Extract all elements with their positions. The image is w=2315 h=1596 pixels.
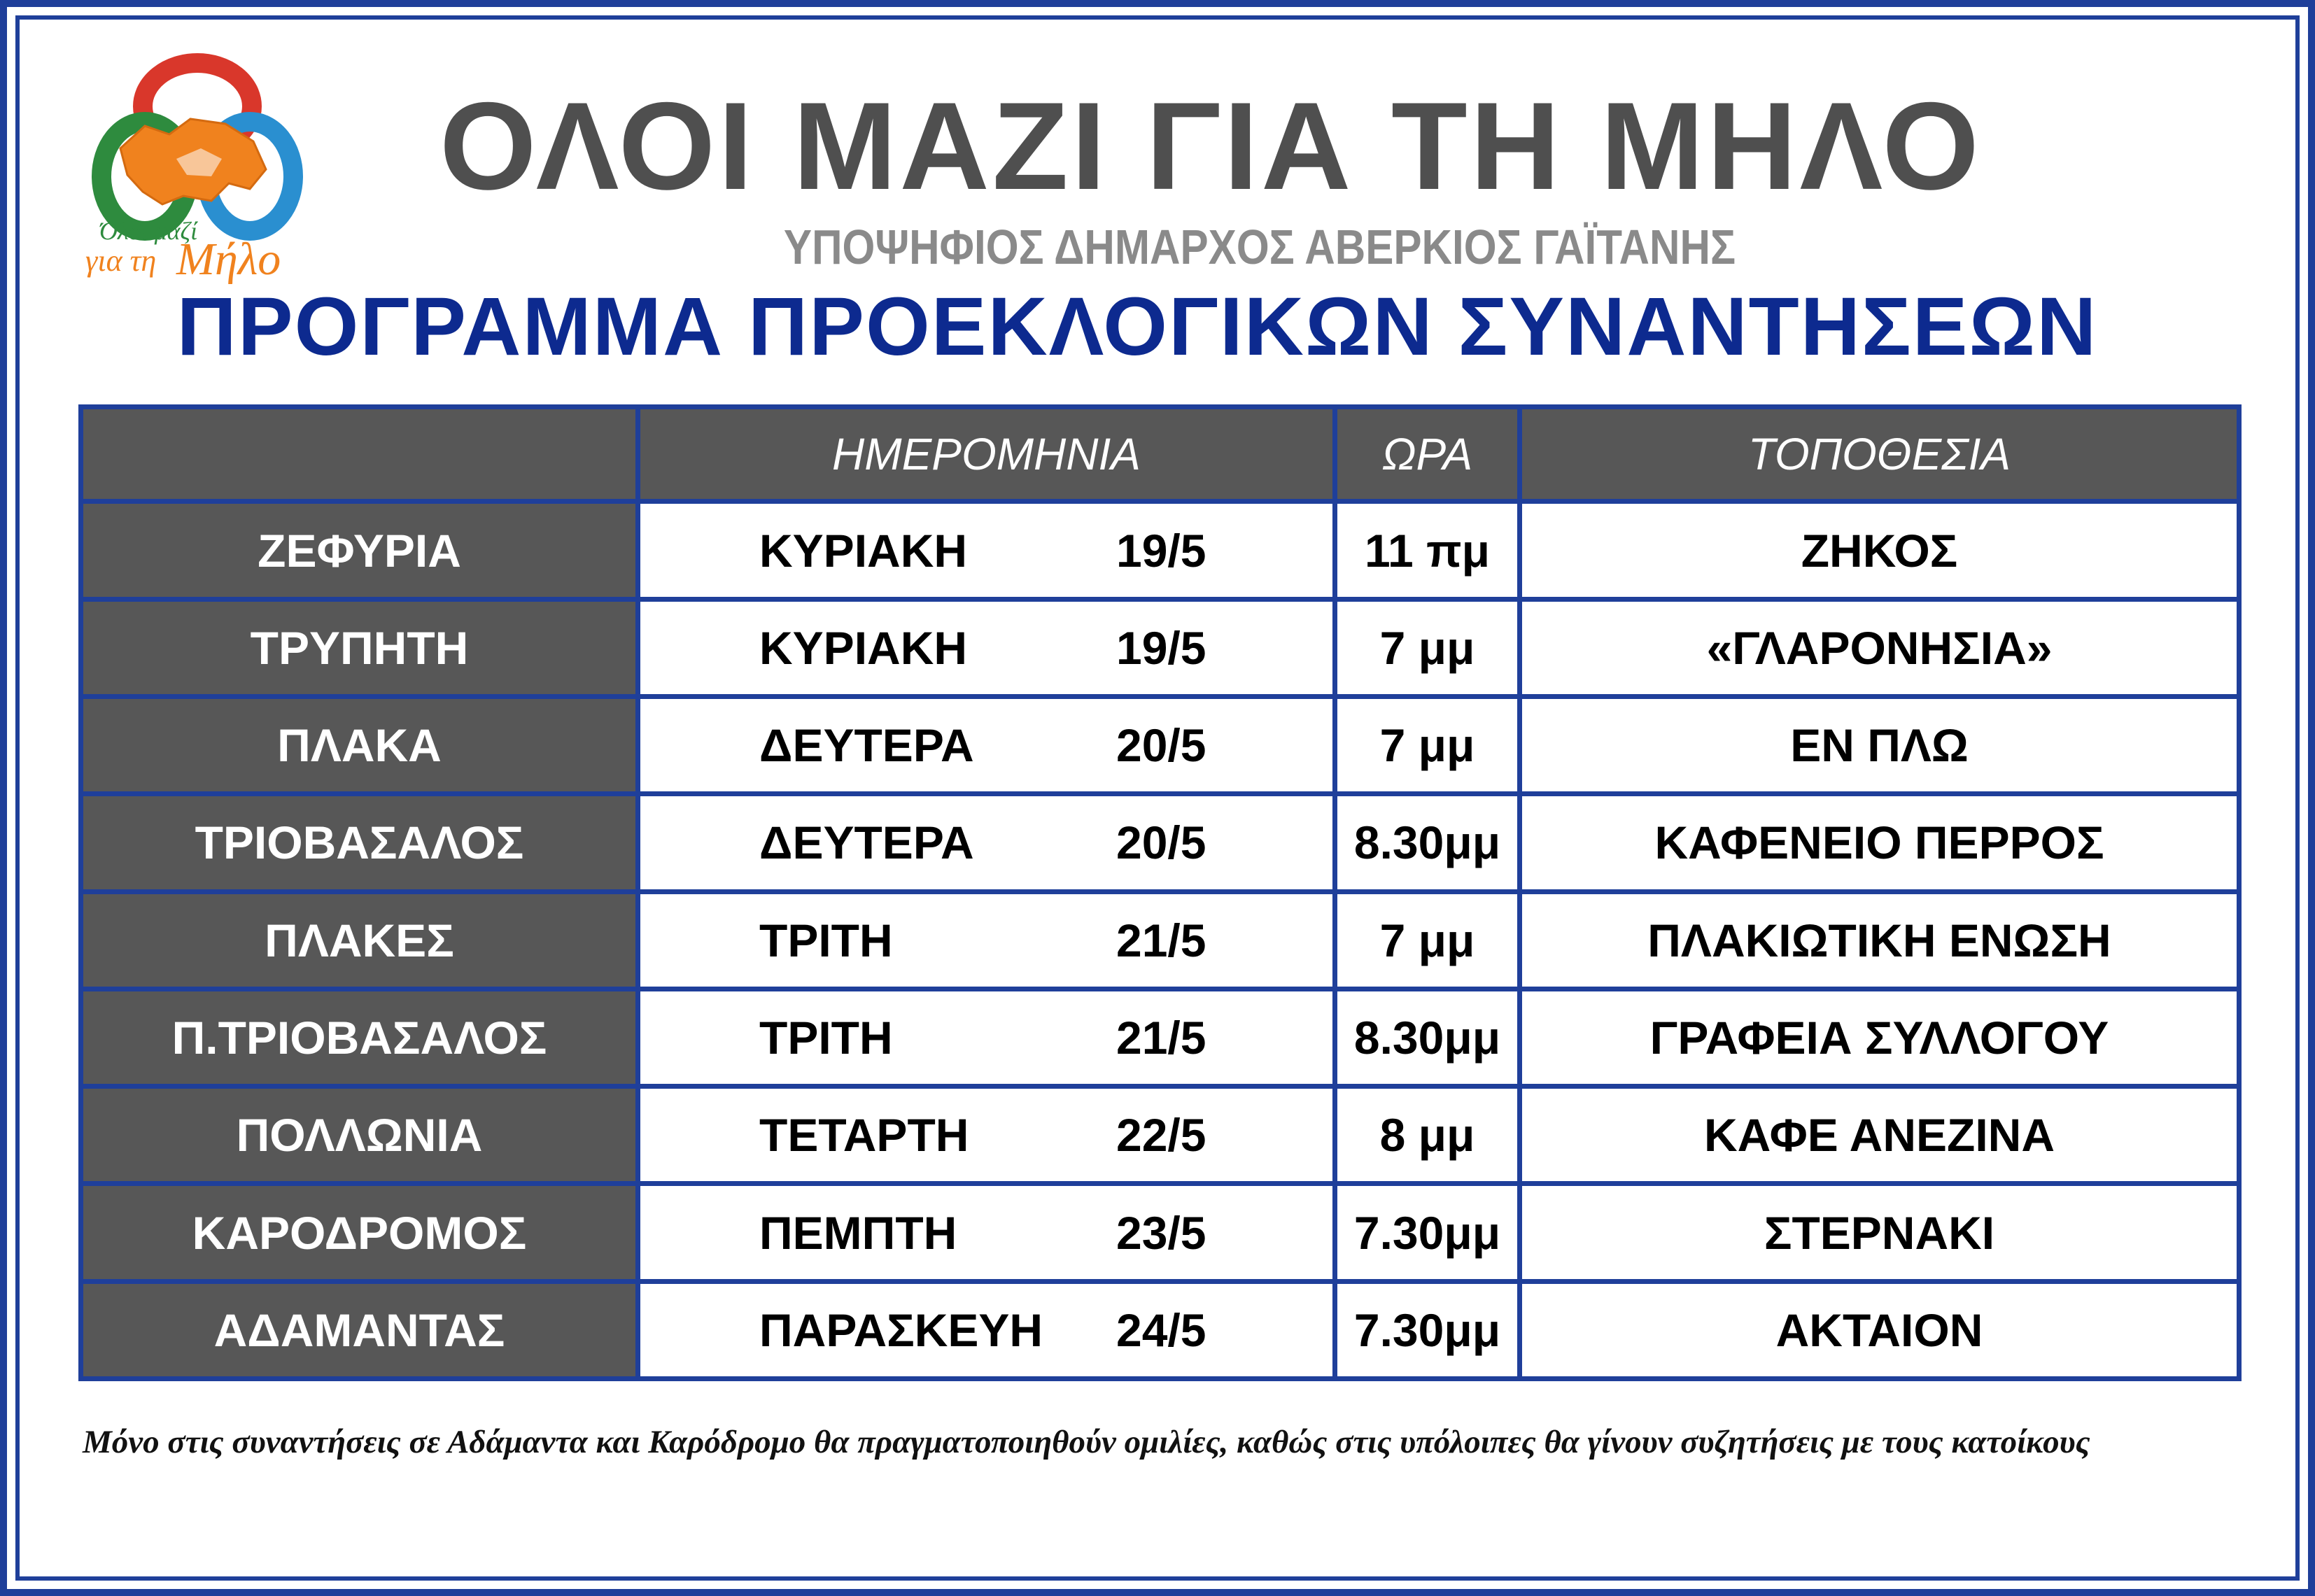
table-row: [81, 1281, 2239, 1378]
weekday-text: ΚΥΡΙΑΚΗ: [759, 524, 968, 577]
table-row: [81, 1184, 2239, 1281]
weekday-text: ΤΡΙΤΗ: [759, 1012, 893, 1064]
village-cell: ΠΟΛΛΩΝΙΑ: [81, 1087, 638, 1184]
date-text: 20/5: [1116, 719, 1206, 772]
time-cell: 7 μμ: [1335, 599, 1520, 696]
date-text: 19/5: [1116, 524, 1206, 577]
page-title: ΟΛΟΙ ΜΑΖΙ ΓΙΑ ΤΗ ΜΗΛΟ: [439, 76, 1982, 216]
date-cell: [638, 697, 1335, 794]
meetings-table-body: [81, 407, 2239, 1379]
time-cell: 7 μμ: [1335, 891, 1520, 989]
village-cell: Π.ΤΡΙΟΒΑΣΑΛΟΣ: [81, 989, 638, 1086]
date-text: 20/5: [1116, 817, 1206, 869]
table-row: [81, 891, 2239, 989]
weekday-text: ΔΕΥΤΕΡΑ: [759, 817, 974, 869]
time-cell: 7 μμ: [1335, 697, 1520, 794]
table-row: [81, 502, 2239, 599]
date-cell: [638, 794, 1335, 891]
time-cell: 7.30μμ: [1335, 1184, 1520, 1281]
time-cell: 8.30μμ: [1335, 794, 1520, 891]
weekday-text: ΚΥΡΙΑΚΗ: [759, 621, 968, 674]
village-cell: ΤΡΙΟΒΑΣΑΛΟΣ: [81, 794, 638, 891]
date-cell: [638, 989, 1335, 1086]
date-text: 22/5: [1116, 1109, 1206, 1161]
village-cell: ΑΔΑΜΑΝΤΑΣ: [81, 1281, 638, 1378]
time-cell: 11 πμ: [1335, 502, 1520, 599]
table-header-row: [81, 407, 2239, 502]
time-cell: 7.30μμ: [1335, 1281, 1520, 1378]
weekday-text: ΠΕΜΠΤΗ: [759, 1206, 957, 1259]
location-cell: ΣΤΕΡΝΑΚΙ: [1520, 1184, 2239, 1281]
date-text: 21/5: [1116, 1012, 1206, 1064]
candidate-subtitle: ΥΠΟΨΗΦΙΟΣ ΔΗΜΑΡΧΟΣ ΑΒΕΡΚΙΟΣ ΓΑΪΤΑΝΗΣ: [783, 220, 1736, 274]
date-cell: [638, 1184, 1335, 1281]
footnote: Μόνο στις συναντήσεις σε Αδάμαντα και Καρόδρομο θα πραγματοποιηθούν ομιλίες, καθώς στις υπόλοιπες θα γίνουν συζητήσεις με τους κατοίκους: [83, 1424, 2090, 1460]
header-village: [81, 407, 638, 502]
weekday-text: ΤΕΤΑΡΤΗ: [759, 1109, 969, 1161]
date-cell: [638, 599, 1335, 696]
table-row: [81, 697, 2239, 794]
weekday-text: ΤΡΙΤΗ: [759, 914, 893, 966]
time-cell: 8 μμ: [1335, 1087, 1520, 1184]
date-text: 19/5: [1116, 621, 1206, 674]
weekday-text: ΔΕΥΤΕΡΑ: [759, 719, 974, 772]
date-text: 21/5: [1116, 914, 1206, 966]
village-cell: ΖΕΦΥΡΙΑ: [81, 502, 638, 599]
logo-text-line3: Μήλο: [176, 234, 281, 285]
village-cell: ΠΛΑΚΑ: [81, 697, 638, 794]
meetings-table: [78, 404, 2242, 1381]
header-time: ΩΡΑ: [1335, 407, 1520, 502]
table-row: [81, 989, 2239, 1086]
date-text: 24/5: [1116, 1304, 1206, 1356]
location-cell: «ΓΛΑΡΟΝΗΣΙΑ»: [1520, 599, 2239, 696]
campaign-logo: [78, 36, 316, 302]
location-cell: ΓΡΑΦΕΙΑ ΣΥΛΛΟΓΟΥ: [1520, 989, 2239, 1086]
date-cell: [638, 502, 1335, 599]
table-row: [81, 1087, 2239, 1184]
logo-text-line2: για τη: [85, 243, 157, 278]
schedule-heading: ΠΡΟΓΡΑΜΜΑ ΠΡΟΕΚΛΟΓΙΚΩΝ ΣΥΝΑΝΤΗΣΕΩΝ: [176, 281, 2098, 373]
weekday-text: ΠΑΡΑΣΚΕΥΗ: [759, 1304, 1043, 1356]
location-cell: ΚΑΦΕΝΕΙΟ ΠΕΡΡΟΣ: [1520, 794, 2239, 891]
location-cell: ΚΑΦΕ ΑΝΕΖΙΝΑ: [1520, 1087, 2239, 1184]
header-date: ΗΜΕΡΟΜΗΝΙΑ: [638, 407, 1335, 502]
location-cell: ΑΚΤΑΙΟΝ: [1520, 1281, 2239, 1378]
location-cell: ΖΗΚΟΣ: [1520, 502, 2239, 599]
time-cell: 8.30μμ: [1335, 989, 1520, 1086]
date-cell: [638, 891, 1335, 989]
date-cell: [638, 1281, 1335, 1378]
village-cell: ΠΛΑΚΕΣ: [81, 891, 638, 989]
header-location: ΤΟΠΟΘΕΣΙΑ: [1520, 407, 2239, 502]
village-cell: ΤΡΥΠΗΤΗ: [81, 599, 638, 696]
village-cell: ΚΑΡΟΔΡΟΜΟΣ: [81, 1184, 638, 1281]
table-row: [81, 599, 2239, 696]
location-cell: ΕΝ ΠΛΩ: [1520, 697, 2239, 794]
location-cell: ΠΛΑΚΙΩΤΙΚΗ ΕΝΩΣΗ: [1520, 891, 2239, 989]
logo-text-line1: Όλοι μαζί: [99, 217, 198, 245]
date-cell: [638, 1087, 1335, 1184]
date-text: 23/5: [1116, 1206, 1206, 1259]
table-row: [81, 794, 2239, 891]
